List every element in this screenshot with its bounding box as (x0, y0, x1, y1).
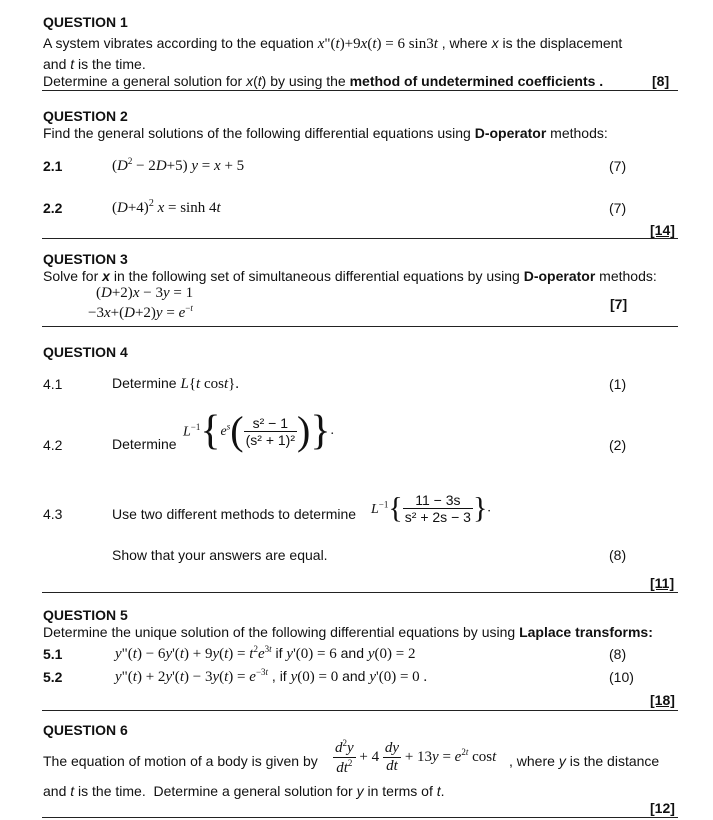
q2-intro-post: methods: (546, 125, 608, 141)
q6-line1-post: , where y is the distance (509, 753, 660, 769)
q3-intro-var: x (102, 268, 110, 284)
q5-total: [18] (650, 692, 675, 708)
q2-2-number: 2.2 (43, 200, 63, 216)
q5-intro-bold: Laplace transforms: (519, 624, 653, 640)
q5-intro-pre: Determine the unique solution of the following differential equations by using (43, 624, 520, 640)
q1-method: method of undetermined coefficients . (349, 73, 604, 89)
divider (42, 710, 678, 711)
q5-2-number: 5.2 (43, 669, 63, 685)
q4-heading: QUESTION 4 (43, 344, 128, 360)
q6-heading: QUESTION 6 (43, 722, 128, 738)
divider (42, 238, 678, 239)
q2-1-equation: $(D^2 - 2D+5) y = x + 5$ (112, 156, 245, 174)
q4-3-numerator: 11 − 3s (403, 492, 473, 509)
q4-1-marks: (1) (609, 376, 627, 392)
q2-2-equation: $(D+4)^2$ x = sinh 4t (112, 198, 221, 216)
divider (42, 592, 678, 593)
q3-intro-bold: D-operator (523, 268, 596, 284)
q5-2-equation: y"(t) + $2y'(t) - 3y(t) = e^{-3t}$ , if y(0) = 0 and y'(0) = 0 . (115, 667, 428, 685)
q2-intro-bold: D-operator (474, 125, 547, 141)
q4-3-number: 4.3 (43, 506, 63, 522)
q4-1-number: 4.1 (43, 376, 63, 392)
q1-equation: x"(t)+9x(t) = 6 sin3t (317, 36, 438, 52)
q4-1-text: Determine L{t cost}. (112, 375, 240, 392)
q5-1-marks: (8) (609, 646, 627, 662)
divider (42, 90, 678, 91)
divider (42, 817, 678, 818)
q3-heading: QUESTION 3 (43, 251, 128, 267)
divider (42, 326, 678, 327)
q6-line2: and t is the time. Determine a general solution for y in terms of t. (43, 783, 445, 799)
q1-line3-pre: Determine a general solution for x(t) by using the (43, 73, 350, 89)
q5-intro (43, 624, 653, 640)
q1-line1 (43, 35, 622, 53)
q4-3-fraction (403, 492, 473, 525)
q3-marks: [7] (610, 296, 628, 312)
q3-intro-mid: in the following set of simultaneous differential equations by using (109, 268, 524, 284)
q4-2-marks: (2) (609, 437, 627, 453)
q3-equation-1: (D+2)x − 3y = 1 (96, 285, 194, 301)
q5-2-marks: (10) (609, 669, 634, 685)
q4-show-text: Show that your answers are equal. (112, 547, 328, 563)
q5-1-number: 5.1 (43, 646, 63, 662)
q2-total: [14] (650, 222, 675, 238)
q5-heading: QUESTION 5 (43, 607, 128, 623)
q3-intro-post: methods: (595, 268, 657, 284)
q4-2-fraction (244, 415, 297, 448)
q1-line1-pre: A system vibrates according to the equation (43, 35, 318, 51)
q2-intro-pre: Find the general solutions of the following differential equations using (43, 125, 475, 141)
q1-line2: and t is the time. (43, 56, 146, 72)
q1-line3 (43, 73, 603, 89)
q4-2-expression: $L^{-1}\{e^s$( $\frac{\text{s² − 1}}{\text{(s² + 1)²}}$ )}. (183, 408, 334, 454)
q4-3-text: Use two different methods to determine (112, 506, 357, 522)
q3-equation-2: $-3x+(D+2)y = e^{-t}$ (88, 303, 193, 321)
q4-2-text: Determine (112, 436, 177, 452)
q4-2-denominator: (s² + 1)² (245, 431, 295, 448)
q1-line1-post: , where x is the displacement (441, 35, 623, 51)
q2-1-number: 2.1 (43, 158, 63, 174)
q4-total: [11] (650, 575, 675, 591)
q4-3-expression: $L^{-1}${ $\frac{11 - 3s}{\text{s² + 2s − 3}}$ }. (371, 491, 491, 525)
q3-intro-pre: Solve for (43, 268, 103, 284)
q6-equation: $\frac{d^2y}{dt^2}$ + 4 $\frac{dy}{dt}$ + $13y = e^{2t}$ cost (335, 738, 497, 776)
q3-intro (43, 268, 657, 284)
q6-marks: [12] (650, 800, 675, 816)
q2-1-marks: (7) (609, 158, 627, 174)
q2-heading: QUESTION 2 (43, 108, 128, 124)
q1-marks: [8] (652, 73, 670, 89)
q2-2-marks: (7) (609, 200, 627, 216)
q4-2-number: 4.2 (43, 437, 63, 453)
q6-line1-pre: The equation of motion of a body is given by (43, 753, 318, 769)
q2-intro (43, 125, 608, 141)
q4-3-denominator: s² + 2s − 3 (404, 509, 471, 525)
q4-3-marks: (8) (609, 547, 627, 563)
q4-2-numerator: s² − 1 (244, 415, 297, 432)
q1-heading: QUESTION 1 (43, 14, 128, 30)
q5-1-equation: y"(t) − $6y'(t) + 9y(t) = t^2e^{3t}$ if y'(0) = 6 and y(0) = 2 (115, 644, 416, 662)
